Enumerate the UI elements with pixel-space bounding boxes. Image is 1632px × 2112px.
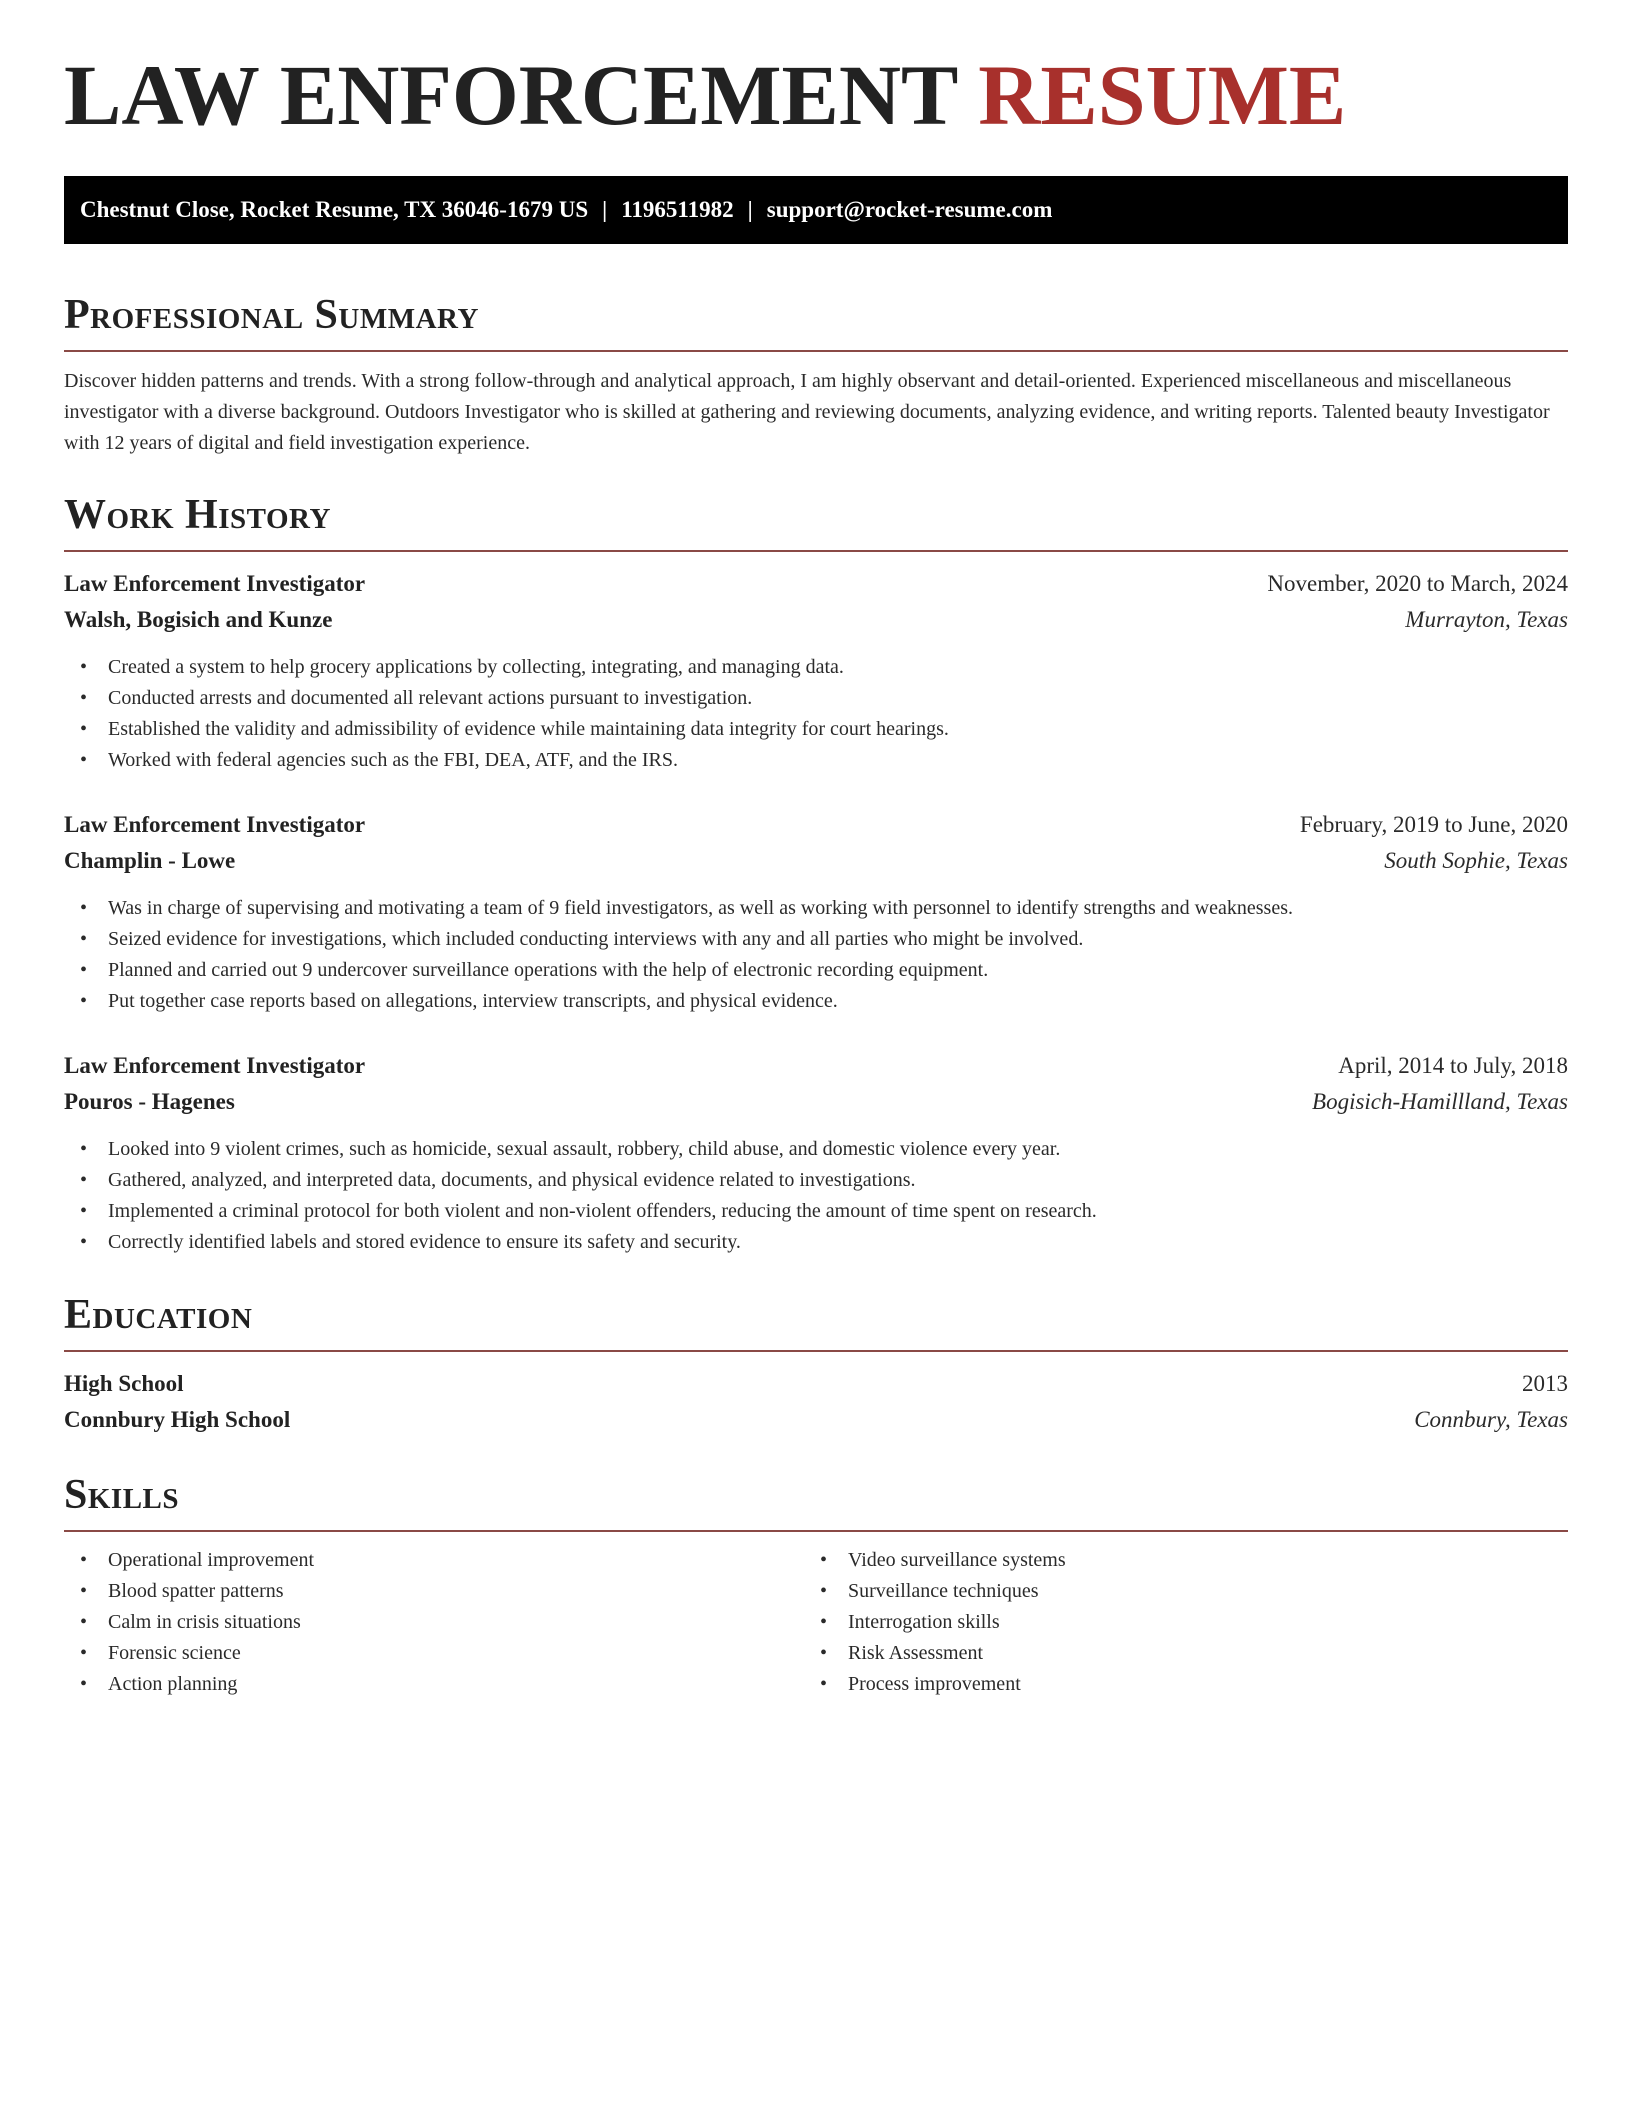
education-entry bbox=[64, 1366, 1568, 1438]
list-item: • Seized evidence for investigations, which included conducting interviews with any and all parties who might be involved. bbox=[64, 924, 1568, 955]
list-item: • Worked with federal agencies such as the FBI, DEA, ATF, and the IRS. bbox=[64, 745, 1568, 776]
skill-item: • Process improvement bbox=[804, 1669, 1544, 1700]
education-school: Connbury High School bbox=[64, 1407, 291, 1432]
skill-item: • Blood spatter patterns bbox=[64, 1576, 804, 1607]
list-item: • Implemented a criminal protocol for both violent and non-violent offenders, reducing the amount of time spent on research. bbox=[64, 1196, 1568, 1227]
list-item: • Put together case reports based on allegations, interview transcripts, and physical evidence. bbox=[64, 986, 1568, 1017]
work-heading: Work History bbox=[64, 492, 331, 538]
skill-item: • Forensic science bbox=[64, 1638, 804, 1669]
education-degree: High School bbox=[64, 1371, 184, 1396]
job-dates: April, 2014 to July, 2018 bbox=[1338, 1053, 1568, 1078]
job-bullets bbox=[64, 893, 1568, 1017]
skill-item: • Operational improvement bbox=[64, 1545, 804, 1576]
list-item: • Planned and carried out 9 undercover surveillance operations with the help of electronic recording equipment. bbox=[64, 955, 1568, 986]
list-item: • Established the validity and admissibility of evidence while maintaining data integrity for court hearings. bbox=[64, 714, 1568, 745]
skills-column-left bbox=[64, 1545, 804, 1700]
list-item: • Looked into 9 violent crimes, such as homicide, sexual assault, robbery, child abuse, and domestic violence every year. bbox=[64, 1134, 1568, 1165]
job-company: Walsh, Bogisich and Kunze bbox=[64, 607, 333, 632]
education-degree-row bbox=[64, 1366, 1568, 1402]
job-title: Law Enforcement Investigator bbox=[64, 812, 366, 837]
job-title-row bbox=[64, 807, 1568, 843]
skill-item: • Video surveillance systems bbox=[804, 1545, 1544, 1576]
skills-heading-block bbox=[64, 1468, 1568, 1532]
skill-item: • Surveillance techniques bbox=[804, 1576, 1544, 1607]
resume-title bbox=[64, 47, 1347, 143]
list-item: • Conducted arrests and documented all relevant actions pursuant to investigation. bbox=[64, 683, 1568, 714]
summary-heading: Professional Summary bbox=[64, 292, 479, 338]
education-location: Connbury, Texas bbox=[1414, 1407, 1568, 1432]
contact-separator: | bbox=[747, 197, 753, 222]
skills-list bbox=[64, 1545, 1568, 1700]
job-company: Champlin - Lowe bbox=[64, 848, 236, 873]
summary-heading-block bbox=[64, 288, 1568, 352]
job-company-row bbox=[64, 843, 1568, 879]
job-bullets bbox=[64, 1134, 1568, 1258]
job-title: Law Enforcement Investigator bbox=[64, 1053, 366, 1078]
list-item: • Created a system to help grocery applications by collecting, integrating, and managing data. bbox=[64, 652, 1568, 683]
education-heading: Education bbox=[64, 1292, 253, 1338]
list-item: • Was in charge of supervising and motivating a team of 9 field investigators, as well as working with personnel to identify strengths and weaknesses. bbox=[64, 893, 1568, 924]
skills-column-right bbox=[804, 1545, 1544, 1700]
job-dates: February, 2019 to June, 2020 bbox=[1299, 812, 1568, 837]
job-title: Law Enforcement Investigator bbox=[64, 571, 366, 596]
work-heading-block bbox=[64, 488, 1568, 552]
contact-bar bbox=[64, 176, 1568, 244]
skill-item: • Interrogation skills bbox=[804, 1607, 1544, 1638]
title-accent: RESUME bbox=[978, 47, 1347, 143]
job-entry bbox=[64, 807, 1568, 1017]
job-title-row bbox=[64, 1048, 1568, 1084]
contact-phone[interactable]: 1196511982 bbox=[621, 197, 734, 222]
job-title-row bbox=[64, 566, 1568, 602]
skills-heading: Skills bbox=[64, 1472, 180, 1518]
summary-text: Discover hidden patterns and trends. With a strong follow-through and analytical approach, I am highly observant and detail-oriented. Experienced miscellaneous and miscellaneous investigator with a diverse background. Outdoors Investigator who is skilled at gathering and reviewing documents, analyzing evidence, and writing reports. Talented beauty Investigator with 12 years of digital and field investigation experience. bbox=[64, 370, 1550, 454]
job-bullets bbox=[64, 652, 1568, 776]
job-company-row bbox=[64, 1084, 1568, 1120]
title-main: LAW ENFORCEMENT bbox=[64, 47, 957, 143]
job-location: Bogisich-Hamillland, Texas bbox=[1312, 1089, 1568, 1114]
skill-item: • Action planning bbox=[64, 1669, 804, 1700]
job-entry bbox=[64, 1048, 1568, 1258]
list-item: • Correctly identified labels and stored evidence to ensure its safety and security. bbox=[64, 1227, 1568, 1258]
job-company-row bbox=[64, 602, 1568, 638]
education-heading-block bbox=[64, 1288, 1568, 1352]
job-location: Murrayton, Texas bbox=[1405, 607, 1568, 632]
skill-item: • Risk Assessment bbox=[804, 1638, 1544, 1669]
job-location: South Sophie, Texas bbox=[1384, 848, 1568, 873]
contact-separator: | bbox=[602, 197, 608, 222]
education-year: 2013 bbox=[1522, 1371, 1568, 1396]
job-company: Pouros - Hagenes bbox=[64, 1089, 235, 1114]
skill-item: • Calm in crisis situations bbox=[64, 1607, 804, 1638]
contact-address: Chestnut Close, Rocket Resume, TX 36046-1679 US bbox=[80, 197, 589, 222]
contact-email[interactable]: support@rocket-resume.com bbox=[766, 197, 1053, 222]
job-dates: November, 2020 to March, 2024 bbox=[1267, 571, 1568, 596]
list-item: • Gathered, analyzed, and interpreted data, documents, and physical evidence related to investigations. bbox=[64, 1165, 1568, 1196]
job-entry bbox=[64, 566, 1568, 776]
education-school-row bbox=[64, 1402, 1568, 1438]
